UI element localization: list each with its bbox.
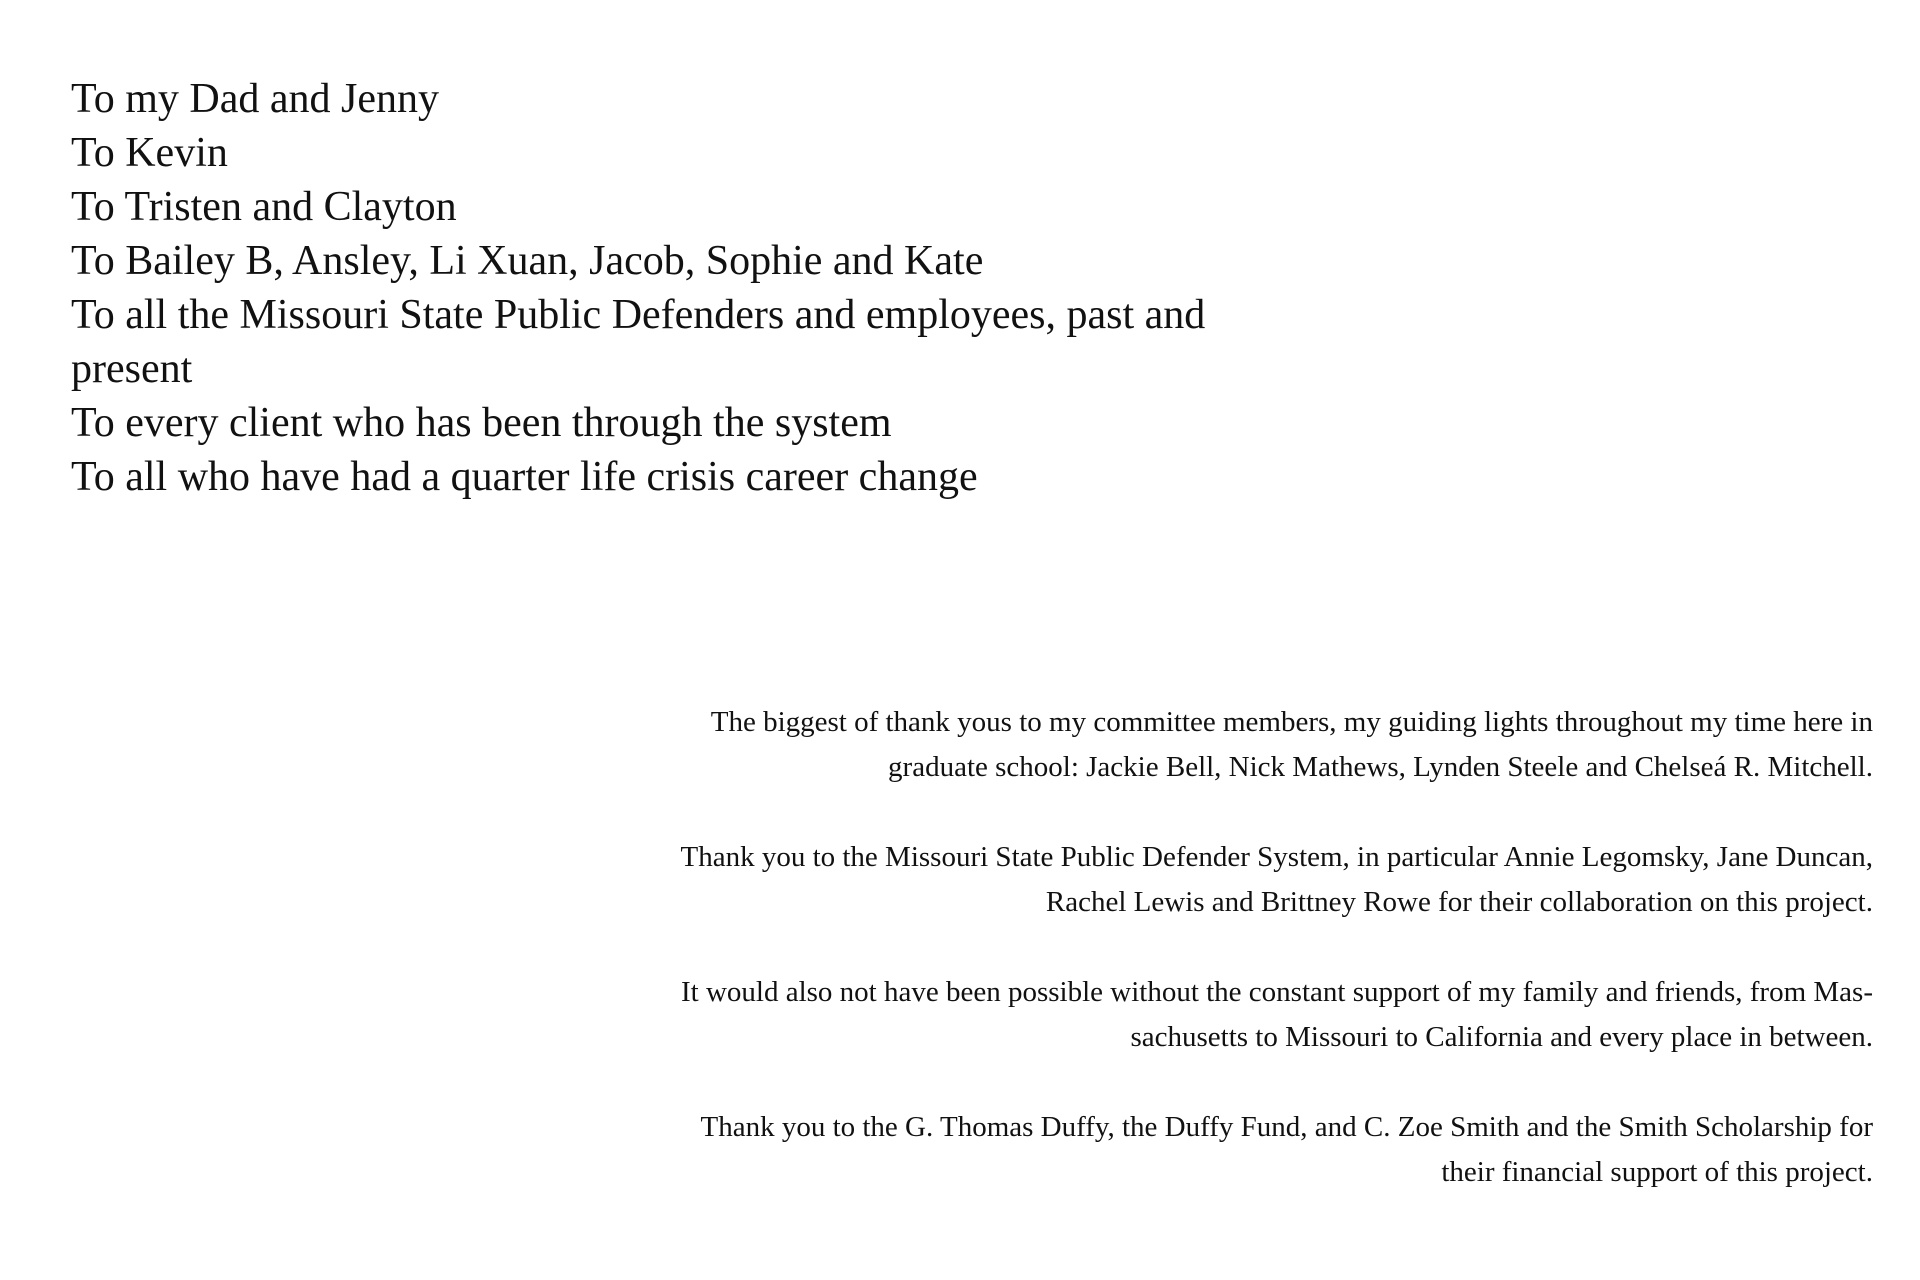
dedication-line: To my Dad and Jenny (71, 76, 439, 122)
acknowledgement-line: sachusetts to Missouri to California and every place in between. (1130, 1021, 1873, 1053)
acknowledgements-section (473, 700, 1873, 1240)
dedication-line: To every client who has been through the system (71, 400, 892, 446)
dedication-line: present (71, 346, 193, 392)
acknowledgement-committee (473, 700, 1873, 790)
acknowledgement-public-defender (473, 835, 1873, 925)
acknowledgement-line: Rachel Lewis and Brittney Rowe for their collaboration on this project. (1045, 886, 1873, 918)
dedication-line: To Bailey B, Ansley, Li Xuan, Jacob, Sophie and Kate (71, 238, 984, 284)
dedication-list (71, 72, 1371, 504)
dedication-line: To all who have had a quarter life crisis career change (71, 454, 978, 500)
acknowledgement-line: Thank you to the Missouri State Public Defender System, in particular Annie Legomsky, Jane Duncan, (680, 841, 1873, 873)
acknowledgement-line: Thank you to the G. Thomas Duffy, the Duffy Fund, and C. Zoe Smith and the Smith Scholarship for (700, 1111, 1873, 1143)
dedication-line: To Kevin (71, 130, 228, 176)
acknowledgement-line: The biggest of thank yous to my committee members, my guiding lights throughout my time here in (710, 706, 1873, 738)
dedication-line: To all the Missouri State Public Defenders and employees, past and (71, 292, 1206, 338)
acknowledgement-line: It would also not have been possible without the constant support of my family and friends, from Mas- (680, 976, 1873, 1008)
dedication-line: To Tristen and Clayton (71, 184, 457, 230)
acknowledgement-line: graduate school: Jackie Bell, Nick Mathews, Lynden Steele and Chelseá R. Mitchell. (888, 751, 1873, 783)
acknowledgement-family (473, 970, 1873, 1060)
acknowledgement-line: their financial support of this project. (1441, 1156, 1873, 1188)
acknowledgement-funding (473, 1105, 1873, 1195)
